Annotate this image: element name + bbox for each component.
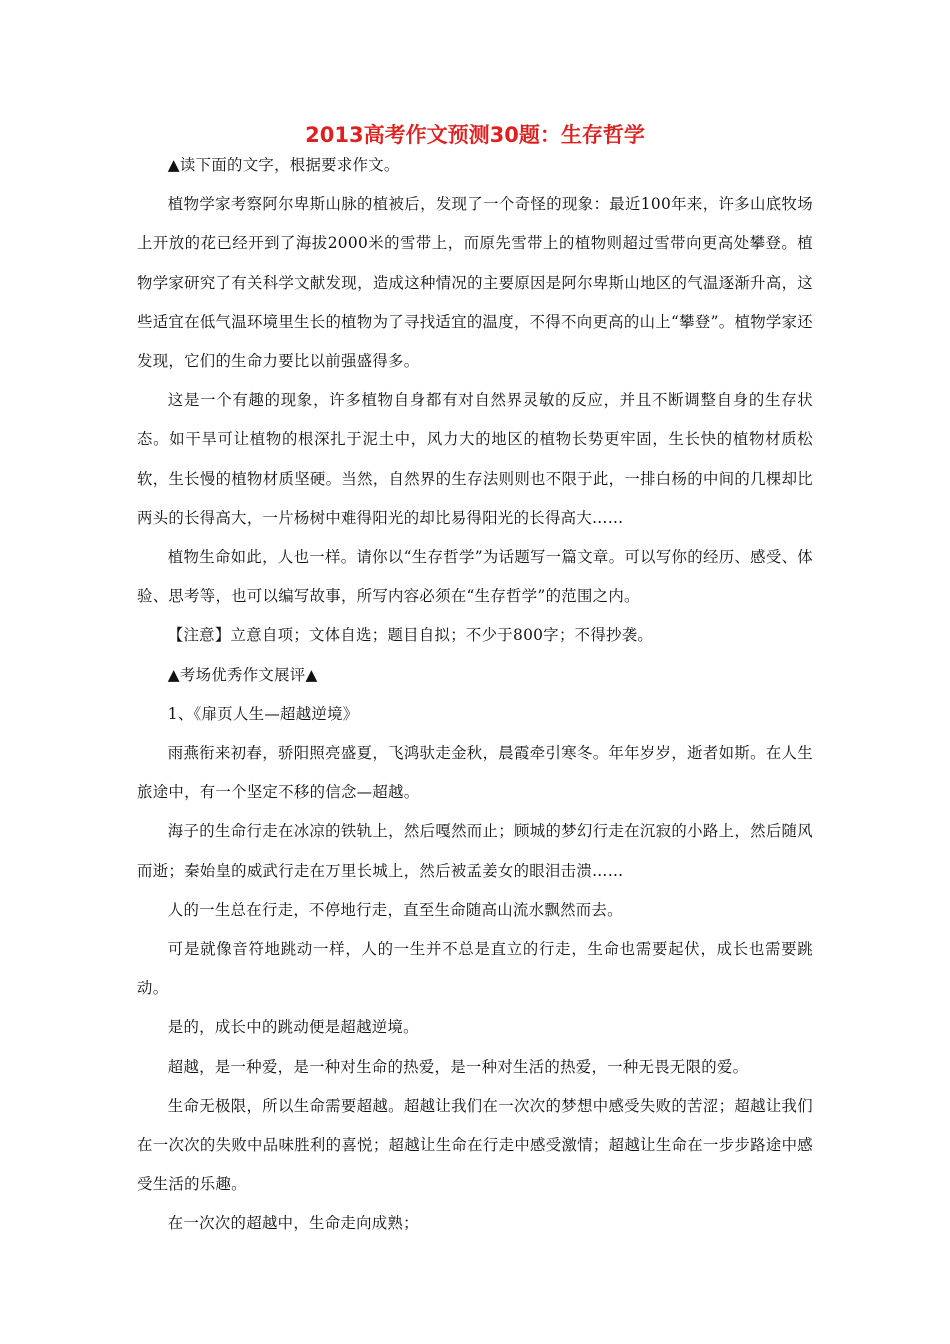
essay-paragraph: 超越，是一种爱，是一种对生命的热爱，是一种对生活的热爱，一种无畏无限的爱。 <box>167 1057 749 1076</box>
essay-paragraph: 人的一生总在行走，不停地行走，直至生命随高山流水飘然而去。 <box>167 900 623 919</box>
paragraph-material-2: 这是一个有趣的现象，许多植物自身都有对自然界灵敏的反应，并且不断调整自身的生存状态。如干旱可让植物的根深扎于泥土中，风力大的地区的植物长势更牢固，生长快的植物材质松软，生长慢的植物材质坚硬。当然，自然界的生存法则则也不限于此，一排白杨的中间的几棵却比两头的长得高大，一片杨树中难得阳光的却比易得阳光的长得高大…… <box>137 391 813 527</box>
essay-paragraph: 海子的生命行走在冰凉的铁轨上，然后嘎然而止；顾城的梦幻行走在沉寂的小路上，然后随风而逝；秦始皇的威武行走在万里长城上，然后被孟姜女的眼泪击溃…… <box>137 822 813 880</box>
essay-paragraph: 在一次次的超越中，生命走向成熟； <box>167 1214 419 1233</box>
paragraph-material-1: 植物学家考察阿尔卑斯山脉的植被后，发现了一个奇怪的现象：最近100年来，许多山底牧场上开放的花已经开到了海拔2000米的雪带上，而原先雪带上的植物则超过雪带向更高处攀登。植物学家研究了有关科学文献发现，造成这种情况的主要原因是阿尔卑斯山地区的气温逐渐升高，这些适宜在低气温环境里生长的植物为了寻找适宜的温度，不得不向更高的山上“攀登”。植物学家还发现，它们的生命力要比以前强盛得多。 <box>137 195 813 371</box>
paragraph-prompt: 植物生命如此，人也一样。请你以“生存哲学”为话题写一篇文章。可以写你的经历、感受、体验、思考等，也可以编写故事，所写内容必须在“生存哲学”的范围之内。 <box>137 548 813 606</box>
essay-paragraph: 可是就像音符地跳动一样，人的一生并不总是直立的行走，生命也需要起伏，成长也需要跳动。 <box>137 940 813 998</box>
essay-paragraph: 生命无极限，所以生命需要超越。超越让我们在一次次的梦想中感受失败的苦涩；超越让我们在一次次的失败中品味胜利的喜悦；超越让生命在行走中感受激情；超越让生命在一步步路途中感受生活的乐趣。 <box>137 1096 813 1194</box>
section-heading: ▲考场优秀作文展评▲ <box>167 665 318 684</box>
essay-title: 1、《扉页人生—超越逆境》 <box>167 704 359 723</box>
essay-paragraph: 雨燕衔来初春，骄阳照亮盛夏，飞鸿驮走金秋，晨霞牵引寒冬。年年岁岁，逝者如斯。在人生旅途中，有一个坚定不移的信念—超越。 <box>137 744 813 802</box>
paragraph-notice: 【注意】立意自项；文体自选；题目自拟；不少于800字；不得抄袭。 <box>167 626 654 645</box>
document-page <box>137 118 813 1244</box>
paragraph-instruction: ▲读下面的文字，根据要求作文。 <box>167 156 400 174</box>
document-title: 2013高考作文预测30题：生存哲学 <box>305 123 645 147</box>
essay-paragraph: 是的，成长中的跳动便是超越逆境。 <box>167 1018 419 1037</box>
